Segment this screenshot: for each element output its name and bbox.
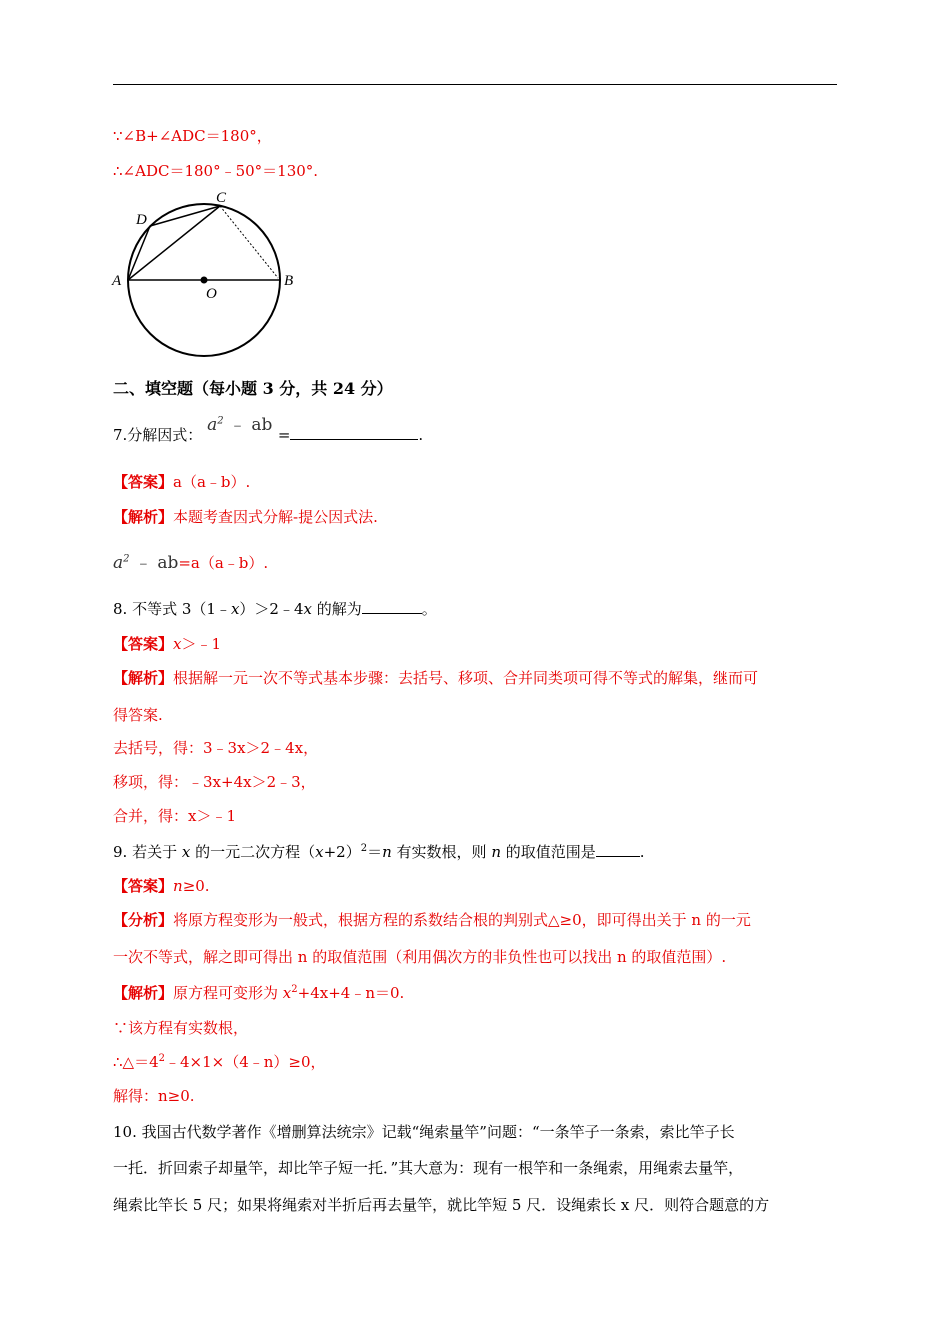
q10-line-3: 绳索比竿长 5 尺；如果将绳索对半折后再去量竿，就比竿短 5 尺．设绳索长 x 尺．则符合题意的方 [113, 1196, 770, 1214]
q9-analysis-rest: +4x+4﹣n＝0. [297, 984, 405, 1002]
q9-question-end: . [639, 843, 645, 861]
q8-analysis-line-2: 得答案. [113, 706, 163, 724]
segment-dc [150, 206, 220, 226]
q10-line-2: 一托．折回索子却量竿，却比竿子短一托．”其大意为：现有一根竿和一条绳索，用绳索去量竿， [113, 1159, 744, 1177]
q9-question-pre: 9. 若关于 [113, 843, 182, 861]
q7-prefix: 7.分解因式： [113, 426, 203, 444]
q8-answer [113, 634, 221, 654]
q7-answer-blank [290, 425, 418, 440]
q9-question-plus2: +2） [323, 843, 361, 861]
q8-answer-x: x [173, 635, 182, 653]
q7-equals: = [277, 426, 291, 444]
q7-work-result: =a（a﹣b）. [178, 554, 269, 572]
q7-work-rest: ﹣ ab [134, 553, 179, 573]
q9-analysis-tag: 【解析】 [113, 984, 174, 1002]
q9-fenxi-tag: 【分析】 [113, 911, 174, 929]
q7-expr-exponent: 2 [217, 415, 224, 427]
center-point [201, 277, 208, 284]
label-d: D [136, 212, 147, 228]
q7-analysis-tag: 【解析】 [113, 508, 174, 526]
q9-analysis-pre: 原方程可变形为 [173, 984, 283, 1002]
q9-step-2-pre: ∴△＝4 [113, 1053, 159, 1071]
label-a: A [112, 273, 122, 289]
q8-step-1: 去括号，得：3﹣3x＞2﹣4x， [113, 739, 319, 757]
q7-expr-rest: ﹣ ab [229, 415, 273, 435]
q9-question-post2: 的取值范围是 [500, 843, 596, 861]
q9-step-1: ∵该方程有实数根， [113, 1019, 249, 1037]
label-o: O [206, 286, 217, 302]
q7-end: . [418, 426, 424, 444]
q8-step-2: 移项，得：﹣3x+4x＞2﹣3， [113, 773, 316, 791]
q9-question-exponent: 2 [360, 843, 368, 854]
q7-work-exponent: 2 [123, 553, 130, 565]
q9-question-post: 有实数根，则 [391, 843, 492, 861]
q7-work-expression [113, 553, 178, 573]
q9-analysis-exponent: 2 [291, 984, 298, 995]
q9-question [113, 842, 645, 862]
q10-line-1: 10. 我国古代数学著作《增删算法统宗》记载“绳索量竿”问题：“一条竿子一条索，索比竿子长 [113, 1123, 735, 1141]
q9-answer-blank [596, 842, 640, 857]
q9-answer-tag: 【答案】 [113, 877, 174, 895]
section-title: 二、填空题（每小题 3 分，共 24 分） [113, 379, 393, 398]
q9-question-x: x [181, 843, 191, 861]
q9-answer [113, 876, 210, 896]
q7-answer [113, 472, 250, 492]
q8-answer-rest: ＞﹣1 [181, 635, 222, 653]
q7-answer-text: a（a﹣b）. [173, 473, 251, 491]
q8-answer-tag: 【答案】 [113, 635, 174, 653]
q9-step-3: 解得：n≥0. [113, 1087, 195, 1105]
q7-question [113, 415, 424, 445]
circle-geometry-figure [108, 188, 308, 360]
header-rule [113, 84, 837, 85]
q7-expr-a: a [207, 415, 218, 435]
q7-analysis [113, 507, 378, 527]
q7-expression [207, 415, 278, 435]
q9-step-2-exponent: 2 [158, 1053, 165, 1064]
prev-solution-line-1: ∵∠B+∠ADC＝180°， [113, 127, 272, 145]
q7-work-a: a [113, 553, 124, 573]
q8-question-mid: ）＞2﹣4 [239, 600, 304, 618]
q9-analysis [113, 983, 404, 1003]
q8-question [113, 599, 437, 619]
q8-question-x2: x [303, 600, 312, 618]
q7-analysis-text: 本题考查因式分解-提公因式法. [173, 508, 378, 526]
q9-answer-rest: ≥0. [182, 877, 210, 895]
q9-step-2 [113, 1052, 326, 1072]
q8-question-post: 的解为 [311, 600, 362, 618]
q8-step-3: 合并，得：x＞﹣1 [113, 807, 237, 825]
prev-solution-line-2: ∴∠ADC＝180°﹣50°＝130°. [113, 162, 319, 180]
q9-question-n: n [382, 843, 392, 861]
q9-question-eq: ＝ [367, 843, 383, 861]
q9-step-2-rest: ﹣4×1×（4﹣n）≥0， [165, 1053, 326, 1071]
q9-question-n2: n [491, 843, 501, 861]
q9-analysis-x: x [282, 984, 292, 1002]
q9-question-mid: 的一元二次方程（ [190, 843, 316, 861]
q8-answer-blank [362, 599, 422, 614]
q8-analysis-tag: 【解析】 [113, 669, 174, 687]
q9-fenxi-line-2: 一次不等式，解之即可得出 n 的取值范围（利用偶次方的非负性也可以找出 n 的取值范围）. [113, 948, 727, 966]
q9-question-x2: x [315, 843, 324, 861]
q7-answer-tag: 【答案】 [113, 473, 174, 491]
q8-question-pre: 8. 不等式 3（1﹣ [113, 600, 231, 618]
label-b: B [284, 273, 294, 289]
q9-fenxi [113, 910, 751, 930]
label-c: C [216, 190, 227, 206]
q8-analysis-line-1: 根据解一元一次不等式基本步骤：去括号、移项、合并同类项可得不等式的解集，继而可 [173, 669, 759, 687]
q7-work [113, 553, 268, 573]
q8-question-x1: x [230, 600, 240, 618]
q8-analysis [113, 668, 758, 688]
q8-question-end: 。 [421, 600, 437, 618]
q9-answer-n: n [173, 877, 183, 895]
q9-fenxi-line-1: 将原方程变形为一般式，根据方程的系数结合根的判别式△≥0，即可得出关于 n 的一元 [173, 911, 751, 929]
